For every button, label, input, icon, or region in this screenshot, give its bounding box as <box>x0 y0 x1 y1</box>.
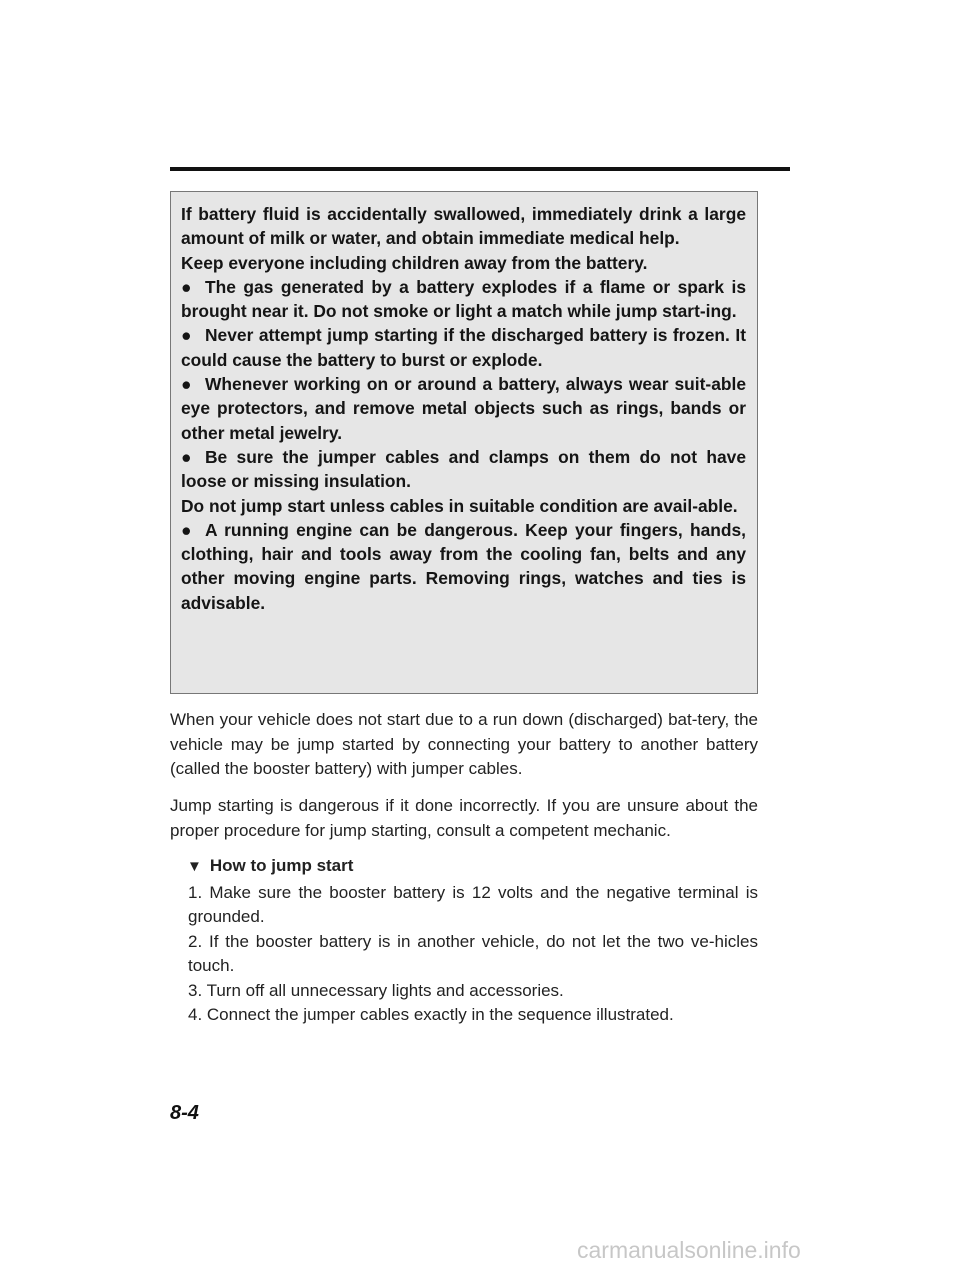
warning-paragraph: ● Whenever working on or around a battery, always wear suit-able eye protectors, and remove metal objects such as rings, bands or other metal jewelry. <box>181 374 746 443</box>
step-item: 2. If the booster battery is in another vehicle, do not let the two ve-hicles touch. <box>188 931 758 975</box>
bullet-icon: ● <box>181 374 192 395</box>
jump-start-section <box>170 854 758 1028</box>
section-heading-text: How to jump start <box>209 856 354 875</box>
page-number: 8-4 <box>170 1102 199 1124</box>
warning-paragraph: ● Never attempt jump starting if the discharged battery is frozen. It could cause the battery to burst or explode. <box>181 325 746 370</box>
top-rule <box>170 167 790 171</box>
danger-text: Jump starting is dangerous if it done incorrectly. If you are unsure about the proper procedure for jump starting, consult a competent mechanic. <box>170 796 758 840</box>
warning-paragraph: ● A running engine can be dangerous. Keep your fingers, hands, clothing, hair and tools away from the cooling fan, belts and any other moving engine parts. Removing rings, watches and ties is advisable. <box>181 519 746 613</box>
warning-paragraph: Keep everyone including children away from the battery. <box>181 252 648 273</box>
watermark: carmanualsonline.info <box>577 1237 801 1263</box>
triangle-down-icon: ▼ <box>187 858 202 875</box>
section-heading <box>187 854 758 880</box>
steps-list <box>170 881 758 1028</box>
step-item: 4. Connect the jumper cables exactly in the sequence illustrated. <box>188 1005 674 1024</box>
warning-box <box>170 191 758 694</box>
warning-paragraph: If battery fluid is accidentally swallowed, immediately drink a large amount of milk or water, and obtain immediate medical help. <box>181 204 746 249</box>
warning-paragraph: Do not jump start unless cables in suitable condition are avail-able. <box>181 495 738 516</box>
intro-text: When your vehicle does not start due to a run down (discharged) bat-tery, the vehicle may be jump started by connecting your battery to another battery (called the booster battery) with jumper cables. <box>170 710 758 778</box>
step-item: 1. Make sure the booster battery is 12 volts and the negative terminal is grounded. <box>188 882 758 926</box>
bullet-icon: ● <box>181 325 192 346</box>
warning-paragraph: ● The gas generated by a battery explodes if a flame or spark is brought near it. Do not smoke or light a match while jump start-ing. <box>181 276 746 322</box>
bullet-icon: ● <box>181 519 192 540</box>
warning-paragraph: ● Be sure the jumper cables and clamps on them do not have loose or missing insulation. <box>181 446 746 492</box>
step-item: 3. Turn off all unnecessary lights and accessories. <box>188 980 564 1000</box>
danger-paragraph <box>170 794 758 843</box>
intro-paragraph <box>170 708 758 782</box>
bullet-icon: ● <box>181 276 192 297</box>
bullet-icon: ● <box>181 446 192 467</box>
